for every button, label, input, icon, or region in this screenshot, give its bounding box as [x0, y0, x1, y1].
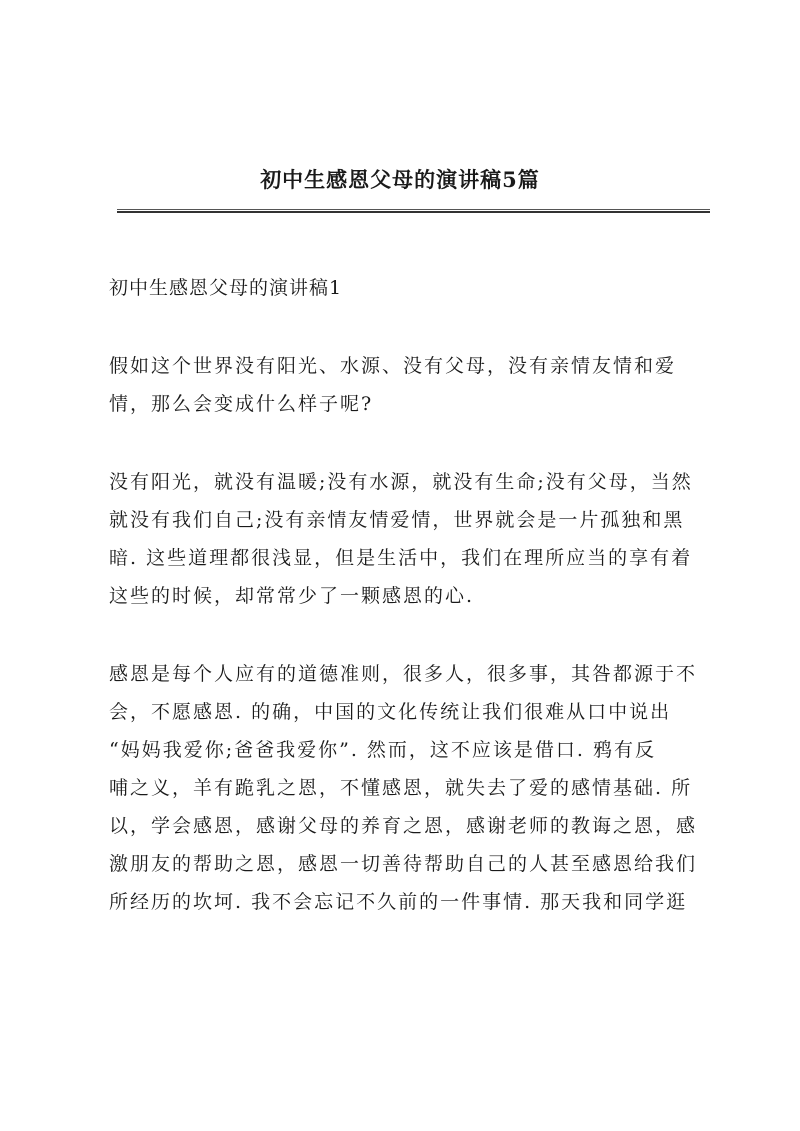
paragraph-line: 会，不愿感恩. 的确，中国的文化传统让我们很难从口中说出	[109, 701, 672, 723]
paragraph-line: 所经历的坎坷. 我不会忘记不久前的一件事情. 那天我和同学逛	[109, 891, 688, 913]
paragraph-line: 以，学会感恩，感谢父母的养育之恩，感谢老师的教诲之恩，感	[109, 815, 698, 837]
section-heading: 初中生感恩父母的演讲稿1	[109, 277, 343, 299]
paragraph-line: “妈妈我爱你;爸爸我爱你”. 然而，这不应该是借口. 鸦有反	[109, 739, 656, 761]
paragraph-line: 哺之义，羊有跪乳之恩，不懂感恩，就失去了爱的感情基础. 所	[109, 777, 693, 799]
paragraph-3	[109, 655, 714, 921]
paragraph-line: 情，那么会变成什么样子呢?	[109, 393, 374, 415]
paragraph-line: 假如这个世界没有阳光、水源、没有父母，没有亲情友情和爱	[109, 355, 677, 377]
paragraph-line: 感恩是每个人应有的道德准则，很多人，很多事，其咎都源于不	[109, 663, 698, 685]
paragraph-2	[109, 463, 714, 615]
document-title: 初中生感恩父母的演讲稿5篇	[260, 167, 540, 192]
paragraph-1	[109, 347, 714, 423]
title-divider	[117, 209, 710, 213]
paragraph-line: 这些的时候，却常常少了一颗感恩的心.	[109, 585, 475, 607]
paragraph-line: 暗. 这些道理都很浅显，但是生活中，我们在理所应当的享有着	[109, 547, 693, 569]
document-body	[109, 270, 714, 961]
paragraph-line: 就没有我们自己;没有亲情友情爱情，世界就会是一片孤独和黑	[109, 509, 685, 531]
paragraph-line: 激朋友的帮助之恩，感恩一切善待帮助自己的人甚至感恩给我们	[109, 853, 698, 875]
paragraph-line: 没有阳光，就没有温暖;没有水源，就没有生命;没有父母，当然	[109, 471, 693, 493]
